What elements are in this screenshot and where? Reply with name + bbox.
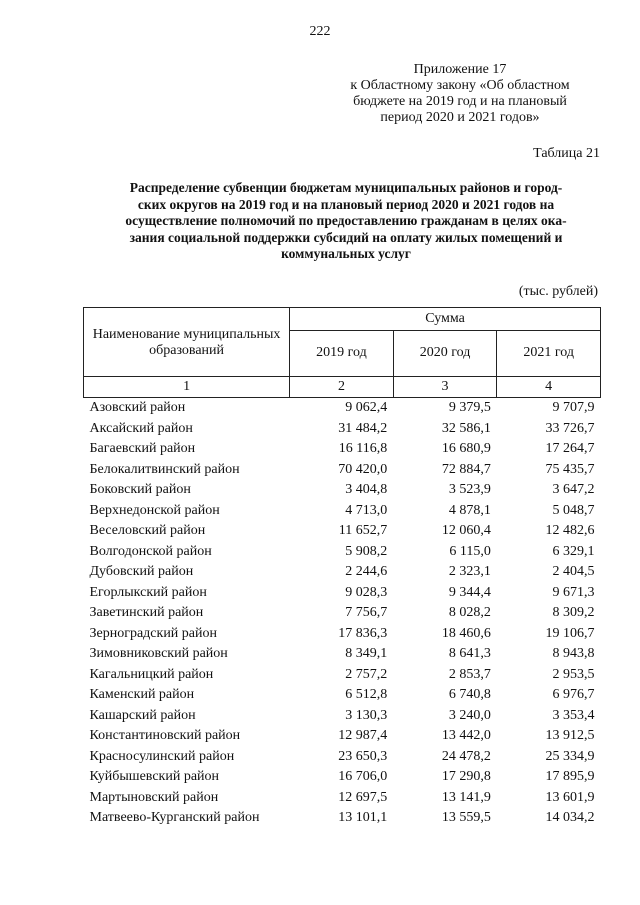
- table-row: [84, 747, 601, 768]
- value-2021-cell: 12 482,6: [545, 523, 595, 538]
- column-number: 1: [84, 377, 290, 398]
- value-2021-cell: 13 912,5: [545, 728, 595, 743]
- table-row: [84, 460, 601, 481]
- value-2019-cell: 2 244,6: [345, 564, 388, 579]
- value-2021-cell: 5 048,7: [552, 502, 595, 518]
- value-2020-cell: 24 478,2: [441, 748, 491, 764]
- table-row: [84, 439, 601, 460]
- value-2020-cell: 72 884,7: [441, 461, 491, 477]
- municipality-name-cell: Азовский район: [89, 400, 186, 415]
- value-2019-cell: 31 484,2: [338, 420, 388, 436]
- title-line: зания социальной поддержки субсидий на оплату жилых помещений и: [129, 229, 563, 245]
- table-row: [84, 501, 601, 522]
- value-2021-cell: 9 671,3: [552, 584, 595, 600]
- value-2020-cell: 9 379,5: [448, 400, 491, 415]
- table-row: [84, 726, 601, 747]
- title-line: коммунальных услуг: [281, 246, 411, 261]
- value-2021-cell: 19 106,7: [545, 625, 595, 641]
- municipality-name-cell: Верхнедонской район: [89, 502, 220, 518]
- municipality-name-cell: Багаевский район: [89, 441, 196, 456]
- municipality-name-cell: Каменский район: [89, 687, 195, 702]
- value-2019-cell: 11 652,7: [338, 523, 388, 538]
- value-2020-cell: 6 115,0: [449, 543, 491, 559]
- value-2020-cell: 18 460,6: [441, 625, 491, 641]
- column-number: 4: [497, 377, 601, 398]
- header-year-2021: 2021 год: [497, 331, 601, 377]
- value-2019-cell: 13 101,1: [338, 810, 388, 825]
- value-2021-cell: 6 329,1: [552, 543, 595, 559]
- appendix-line: период 2020 и 2021 годов»: [380, 110, 540, 125]
- page-number: 222: [309, 24, 331, 39]
- table-row: [84, 542, 601, 563]
- municipality-name-cell: Матвеево-Курганский район: [89, 810, 260, 825]
- value-2019-cell: 16 706,0: [338, 769, 388, 784]
- value-2020-cell: 16 680,9: [441, 441, 491, 456]
- table-row: [84, 665, 601, 686]
- value-2019-cell: 12 987,4: [338, 728, 388, 743]
- value-2021-cell: 3 353,4: [552, 707, 595, 723]
- table-row: [84, 562, 601, 583]
- title-line: осуществление полномочий по предоставлению гражданам в целях ока-: [125, 213, 567, 228]
- value-2019-cell: 9 062,4: [345, 400, 388, 415]
- column-number: 2: [290, 377, 394, 398]
- value-2020-cell: 6 740,8: [448, 687, 491, 702]
- table-row: [84, 808, 601, 829]
- header-year-2019: 2019 год: [290, 331, 394, 377]
- value-2019-cell: 70 420,0: [338, 461, 388, 477]
- value-2020-cell: 2 853,7: [448, 666, 491, 682]
- municipality-name-cell: Константиновский район: [89, 728, 241, 743]
- value-2020-cell: 13 442,0: [441, 728, 491, 743]
- municipality-name-cell: Боковский район: [89, 482, 191, 497]
- value-2021-cell: 6 976,7: [552, 687, 595, 702]
- value-2020-cell: 3 523,9: [448, 482, 491, 497]
- municipality-name-cell: Мартыновский район: [89, 789, 219, 805]
- table-row: [84, 419, 601, 440]
- header-year-2020: 2020 год: [393, 331, 497, 377]
- value-2019-cell: 3 404,8: [345, 482, 388, 497]
- municipality-name-cell: Заветинский район: [89, 605, 204, 620]
- value-2021-cell: 33 726,7: [545, 420, 595, 436]
- value-2021-cell: 13 601,9: [545, 789, 595, 805]
- units-label: (тыс. рублей): [518, 284, 598, 299]
- value-2021-cell: 2 953,5: [552, 666, 595, 682]
- title-line: Распределение субвенции бюджетам муниципальных районов и город-: [129, 180, 563, 195]
- value-2019-cell: 4 713,0: [345, 502, 388, 518]
- value-2021-cell: 17 895,9: [545, 769, 595, 784]
- table-label: Таблица 21: [533, 146, 600, 161]
- municipality-name-cell: Зимовниковский район: [89, 646, 228, 661]
- municipality-name-cell: Волгодонской район: [89, 543, 212, 559]
- municipality-name-cell: Куйбышевский район: [89, 769, 220, 784]
- value-2020-cell: 13 559,5: [441, 810, 491, 825]
- value-2019-cell: 17 836,3: [338, 625, 388, 641]
- document-title: [96, 180, 596, 263]
- table-row: [84, 624, 601, 645]
- table-row: [84, 788, 601, 809]
- municipality-name-cell: Красносулинский район: [89, 748, 235, 764]
- value-2020-cell: 4 878,1: [448, 502, 491, 518]
- municipality-name-cell: Кашарский район: [89, 707, 196, 723]
- table-row: [84, 767, 601, 788]
- value-2019-cell: 2 757,2: [345, 666, 388, 682]
- value-2021-cell: 8 943,8: [552, 646, 595, 661]
- value-2019-cell: 12 697,5: [338, 789, 388, 805]
- value-2019-cell: 3 130,3: [345, 707, 388, 723]
- value-2019-cell: 6 512,8: [345, 687, 388, 702]
- municipality-name-cell: Егорлыкский район: [89, 584, 207, 600]
- column-number: 3: [393, 377, 497, 398]
- table-row: [84, 706, 601, 727]
- value-2020-cell: 2 323,1: [448, 564, 491, 579]
- value-2020-cell: 8 028,2: [448, 605, 491, 620]
- table-header: [84, 308, 601, 398]
- appendix-reference: [320, 62, 600, 126]
- value-2020-cell: 12 060,4: [441, 523, 491, 538]
- value-2019-cell: 16 116,8: [338, 441, 388, 456]
- municipality-name-cell: Дубовский район: [89, 564, 194, 579]
- value-2019-cell: 9 028,3: [345, 584, 388, 600]
- table-row: [84, 603, 601, 624]
- value-2019-cell: 7 756,7: [345, 605, 388, 620]
- table-body: [84, 398, 601, 829]
- title-line: ских округов на 2019 год и на плановый период 2020 и 2021 годов на: [137, 196, 555, 212]
- appendix-line: бюджете на 2019 год и на плановый: [353, 94, 567, 109]
- value-2021-cell: 3 647,2: [552, 482, 595, 497]
- value-2021-cell: 2 404,5: [552, 564, 595, 579]
- header-sum: Сумма: [290, 308, 601, 331]
- value-2021-cell: 75 435,7: [545, 461, 595, 477]
- value-2021-cell: 25 334,9: [545, 748, 595, 764]
- municipality-name-cell: Белокалитвинский район: [89, 461, 240, 477]
- table-row: [84, 644, 601, 665]
- value-2020-cell: 9 344,4: [448, 584, 491, 600]
- table-row: [84, 480, 601, 501]
- value-2021-cell: 8 309,2: [552, 605, 595, 620]
- value-2021-cell: 17 264,7: [545, 441, 595, 456]
- municipality-name-cell: Аксайский район: [89, 420, 193, 436]
- value-2021-cell: 9 707,9: [552, 400, 595, 415]
- value-2019-cell: 8 349,1: [345, 646, 388, 661]
- value-2020-cell: 8 641,3: [448, 646, 491, 661]
- header-municipality-name: Наименование муниципальных образований: [84, 308, 290, 377]
- value-2019-cell: 23 650,3: [338, 748, 388, 764]
- table-row: [84, 398, 601, 419]
- table-row: [84, 685, 601, 706]
- subvention-table: [83, 307, 601, 829]
- municipality-name-cell: Зерноградский район: [89, 625, 217, 641]
- appendix-line: Приложение 17: [413, 62, 507, 77]
- value-2021-cell: 14 034,2: [545, 810, 595, 825]
- table-row: [84, 521, 601, 542]
- appendix-line: к Областному закону «Об областном: [350, 78, 570, 93]
- value-2020-cell: 13 141,9: [441, 789, 491, 805]
- value-2020-cell: 3 240,0: [448, 707, 491, 723]
- value-2019-cell: 5 908,2: [345, 543, 388, 559]
- value-2020-cell: 17 290,8: [441, 769, 491, 784]
- value-2020-cell: 32 586,1: [441, 420, 491, 436]
- municipality-name-cell: Кагальницкий район: [89, 666, 214, 682]
- table-row: [84, 583, 601, 604]
- municipality-name-cell: Веселовский район: [89, 523, 206, 538]
